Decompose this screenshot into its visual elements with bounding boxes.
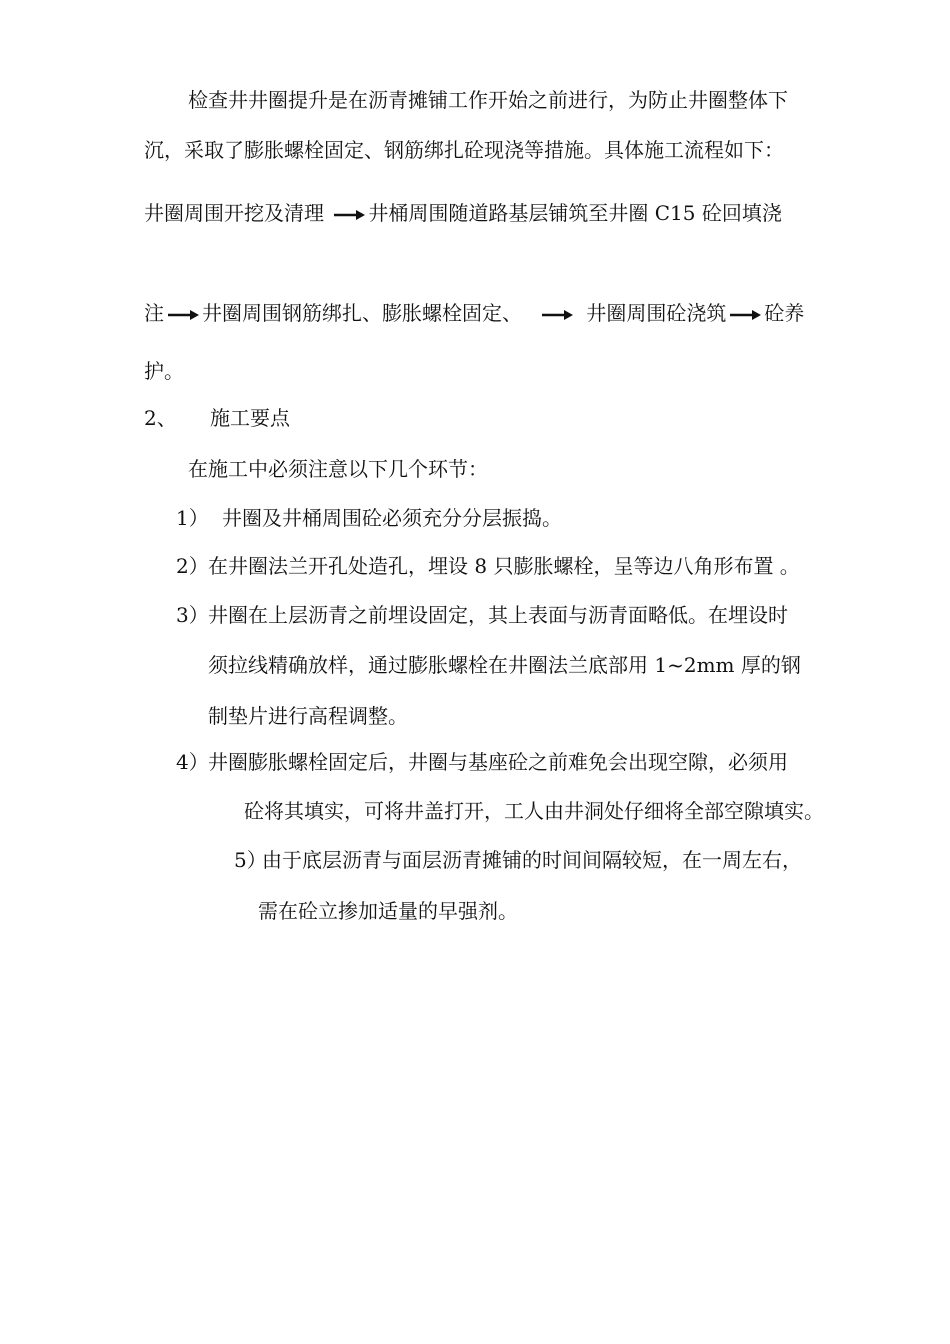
list-item-number: 3） <box>176 603 209 627</box>
list-item-text: 在井圈法兰开孔处造孔，埋设 8 只膨胀螺栓，呈等边八角形布置 。 <box>208 554 800 578</box>
list-item-text: 砼将其填实，可将井盖打开，工人由井洞处仔细将全部空隙填实。 <box>244 799 824 823</box>
arrow-right-icon <box>166 308 200 322</box>
list-item-number: 1） <box>176 506 209 530</box>
list-item-number: 2） <box>176 554 209 578</box>
list-item-number: 4） <box>176 750 209 774</box>
section-lead: 在施工中必须注意以下几个环节： <box>188 457 488 481</box>
list-item-text: 需在砼立掺加适量的早强剂。 <box>258 899 518 923</box>
list-item-text: 制垫片进行高程调整。 <box>208 704 408 728</box>
intro-line-1: 检查井井圈提升是在沥青摊铺工作开始之前进行，为防止井圈整体下 <box>188 88 788 112</box>
list-item-number: 5） <box>234 848 267 872</box>
list-item-text: 井圈及井桶周围砼必须充分分层振捣。 <box>222 506 562 530</box>
section-number: 2、 <box>144 406 177 430</box>
flow-line-1 <box>144 199 782 227</box>
flow-step-2-cont: 注 <box>144 301 164 325</box>
arrow-right-icon <box>728 308 762 322</box>
flow-line-2 <box>144 299 804 327</box>
list-item-text: 须拉线精确放样，通过膨胀螺栓在井圈法兰底部用 1~2mm 厚的钢 <box>208 653 801 677</box>
section-title: 施工要点 <box>210 406 290 430</box>
flow-step-1: 井圈周围开挖及清理 <box>144 201 324 225</box>
flow-step-3: 井圈周围钢筋绑扎、膨胀螺栓固定、 <box>202 301 522 325</box>
flow-step-5-cont: 护。 <box>144 359 184 383</box>
intro-line-2: 沉，采取了膨胀螺栓固定、钢筋绑扎砼现浇等措施。具体施工流程如下： <box>144 138 784 162</box>
flow-step-5: 砼养 <box>764 301 805 325</box>
arrow-right-icon <box>540 308 574 322</box>
flow-step-4: 井圈周围砼浇筑 <box>586 301 727 325</box>
arrow-right-icon <box>332 208 366 222</box>
list-item-text: 井圈在上层沥青之前埋设固定，其上表面与沥青面略低。在埋设时 <box>208 603 788 627</box>
flow-step-2: 井桶周围随道路基层铺筑至井圈 C15 砼回填浇 <box>368 201 782 225</box>
list-item-text: 井圈膨胀螺栓固定后，井圈与基座砼之前难免会出现空隙，必须用 <box>208 750 788 774</box>
list-item-text: 由于底层沥青与面层沥青摊铺的时间间隔较短，在一周左右， <box>262 848 802 872</box>
